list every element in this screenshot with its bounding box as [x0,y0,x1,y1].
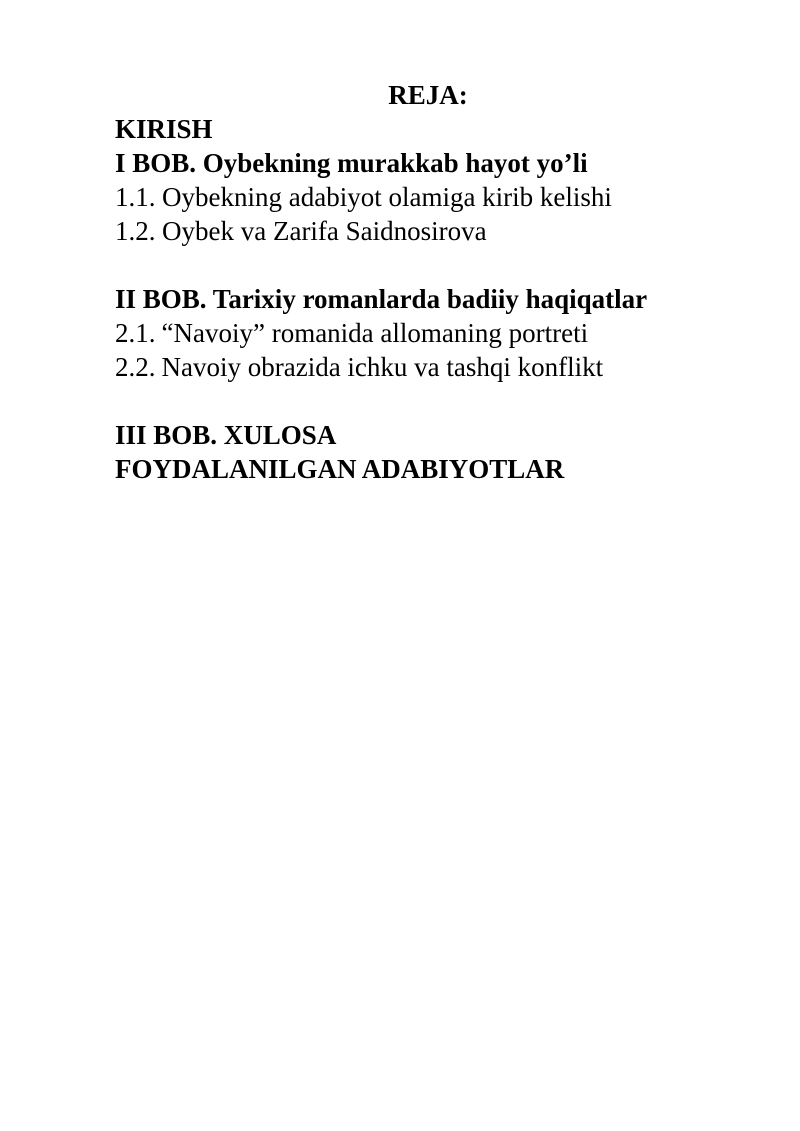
item-text: Oybek va Zarifa Saidnosirova [162,216,487,246]
item-number: 1.2. [115,216,156,246]
chapter-2-item-2 [115,350,785,384]
item-text: Navoiy obrazida ichku va tashqi konflikt [161,352,604,382]
chapter-2-heading: II BOB. Tarixiy romanlarda badiiy haqiqatlar [115,284,648,314]
references-heading: FOYDALANILGAN ADABIYOTLAR [115,454,565,484]
chapter-1-heading: I BOB. Oybekning murakkab hayot yo’li [115,148,588,178]
chapter-3-heading: III BOB. XULOSA [115,420,337,450]
item-text: Oybekning adabiyot olamiga kirib kelishi [162,182,612,212]
item-number: 2.1. [115,318,156,348]
spacer [115,384,785,418]
chapter-1-item-2 [115,214,785,248]
chapter-1-item-1 [115,180,785,214]
page-title: REJA: [388,80,468,110]
item-number: 1.1. [115,182,156,212]
intro-heading: KIRISH [115,114,213,144]
item-number: 2.2. [115,352,156,382]
table-of-contents [115,112,785,486]
chapter-2-item-1 [115,316,785,350]
spacer [115,248,785,282]
item-text: “Navoiy” romanida allomaning portreti [161,318,589,348]
